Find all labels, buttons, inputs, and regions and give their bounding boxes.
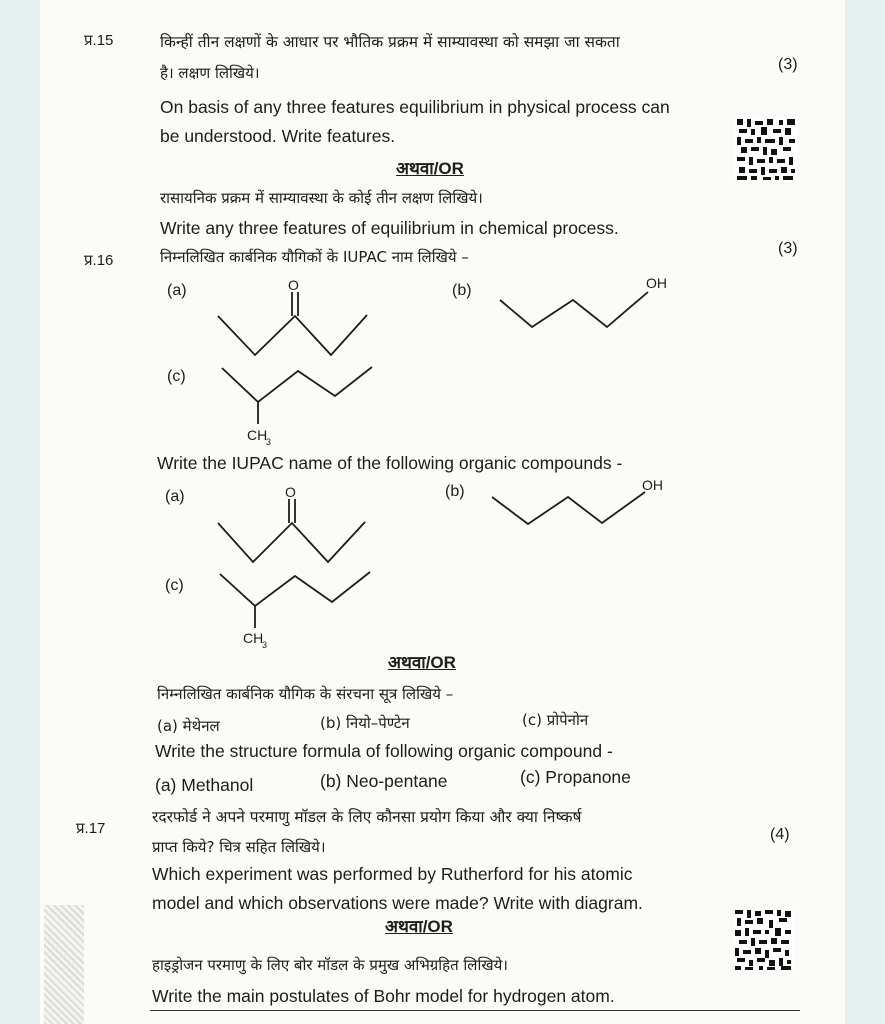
q17-marks: (4) [770,826,790,843]
q16-english-instruction: Write the IUPAC name of the following organic compounds - [157,453,623,473]
atom-oxygen-2: O [285,484,296,500]
q15-alt-english: Write any three features of equilibrium in chemical process. [160,218,619,238]
q16-or-heading: अथवा/OR [388,653,456,672]
q17-alt-hindi: हाइड्रोजन परमाणु के लिए बोर मॉडल के प्रमुख अभिग्रहित लिखिये। [152,956,508,974]
q16-number: प्र.16 [84,252,114,269]
q15-number: प्र.15 [84,32,114,49]
q16-alt-english-option-c: (c) Propanone [520,767,631,787]
q16-marks: (3) [778,240,798,257]
q17-or-heading: अथवा/OR [385,917,453,936]
q15-english-line1: On basis of any three features equilibrium in physical process can [160,97,670,117]
qr-code-icon-bottom [733,908,793,972]
q16-alt-english: Write the structure formula of following organic compound - [155,741,613,761]
q17-number: प्र.17 [76,820,106,837]
q16-label-c-en: (c) [165,577,184,594]
q15-english-line2: be understood. Write features. [160,126,396,146]
q15-alt-hindi: रासायनिक प्रक्रम में साम्यावस्था के कोई तीन लक्षण लिखिये। [160,189,483,207]
q16-hindi-instruction: निम्नलिखित कार्बनिक यौगिकों के IUPAC नाम लिखिये – [160,248,469,266]
q16-label-b: (b) [452,282,472,299]
q17-english-line2: model and which observations were made? Write with diagram. [152,893,643,913]
q17-hindi-line1: रदरफोर्ड ने अपने परमाणु मॉडल के लिए कौनसा प्रयोग किया और क्या निष्कर्ष [152,808,582,826]
q17-alt-english: Write the main postulates of Bohr model for hydrogen atom. [152,986,615,1006]
methyl-subscript: 3 [266,437,272,447]
atom-hydroxyl-2: OH [642,477,663,493]
q16-alt-hindi-option-b: (b) नियो–पेण्टेन [320,714,410,732]
q16-label-a-en: (a) [165,488,185,505]
structure-methylpentane-2 [220,572,370,650]
q16-alt-hindi-option-c: (c) प्रोपेनोन [522,711,589,729]
q16-alt-hindi: निम्नलिखित कार्बनिक यौगिक के संरचना सूत्र लिखिये – [157,685,454,703]
q16-alt-hindi-option-a: (a) मेथेनल [157,717,220,735]
q17-hindi-line2: प्राप्त किये? चित्र सहित लिखिये। [152,838,326,856]
structure-butanone-2 [218,484,365,562]
q16-alt-english-option-b: (b) Neo-pentane [320,771,448,791]
q16-label-b-en: (b) [445,483,465,500]
atom-methyl: CH [247,427,268,443]
q16-label-a: (a) [167,282,187,299]
q15-marks: (3) [778,56,798,73]
atom-methyl-2: CH [243,630,264,646]
q16-label-c: (c) [167,368,186,385]
methyl-subscript-2: 3 [262,640,268,650]
q17-english-line1: Which experiment was performed by Rutherford for his atomic [152,864,633,884]
atom-hydroxyl: OH [646,275,667,291]
q16-alt-english-option-a: (a) Methanol [155,775,254,795]
q15-hindi-line2: है। लक्षण लिखिये। [160,64,260,82]
q15-hindi-line1: किन्हीं तीन लक्षणों के आधार पर भौतिक प्रक्रम में साम्यावस्था को समझा जा सकता [160,33,620,51]
bottom-rule [150,1010,800,1011]
structure-butanol-2 [492,477,663,524]
atom-oxygen: O [288,277,299,293]
q15-or-heading: अथवा/OR [396,159,464,178]
